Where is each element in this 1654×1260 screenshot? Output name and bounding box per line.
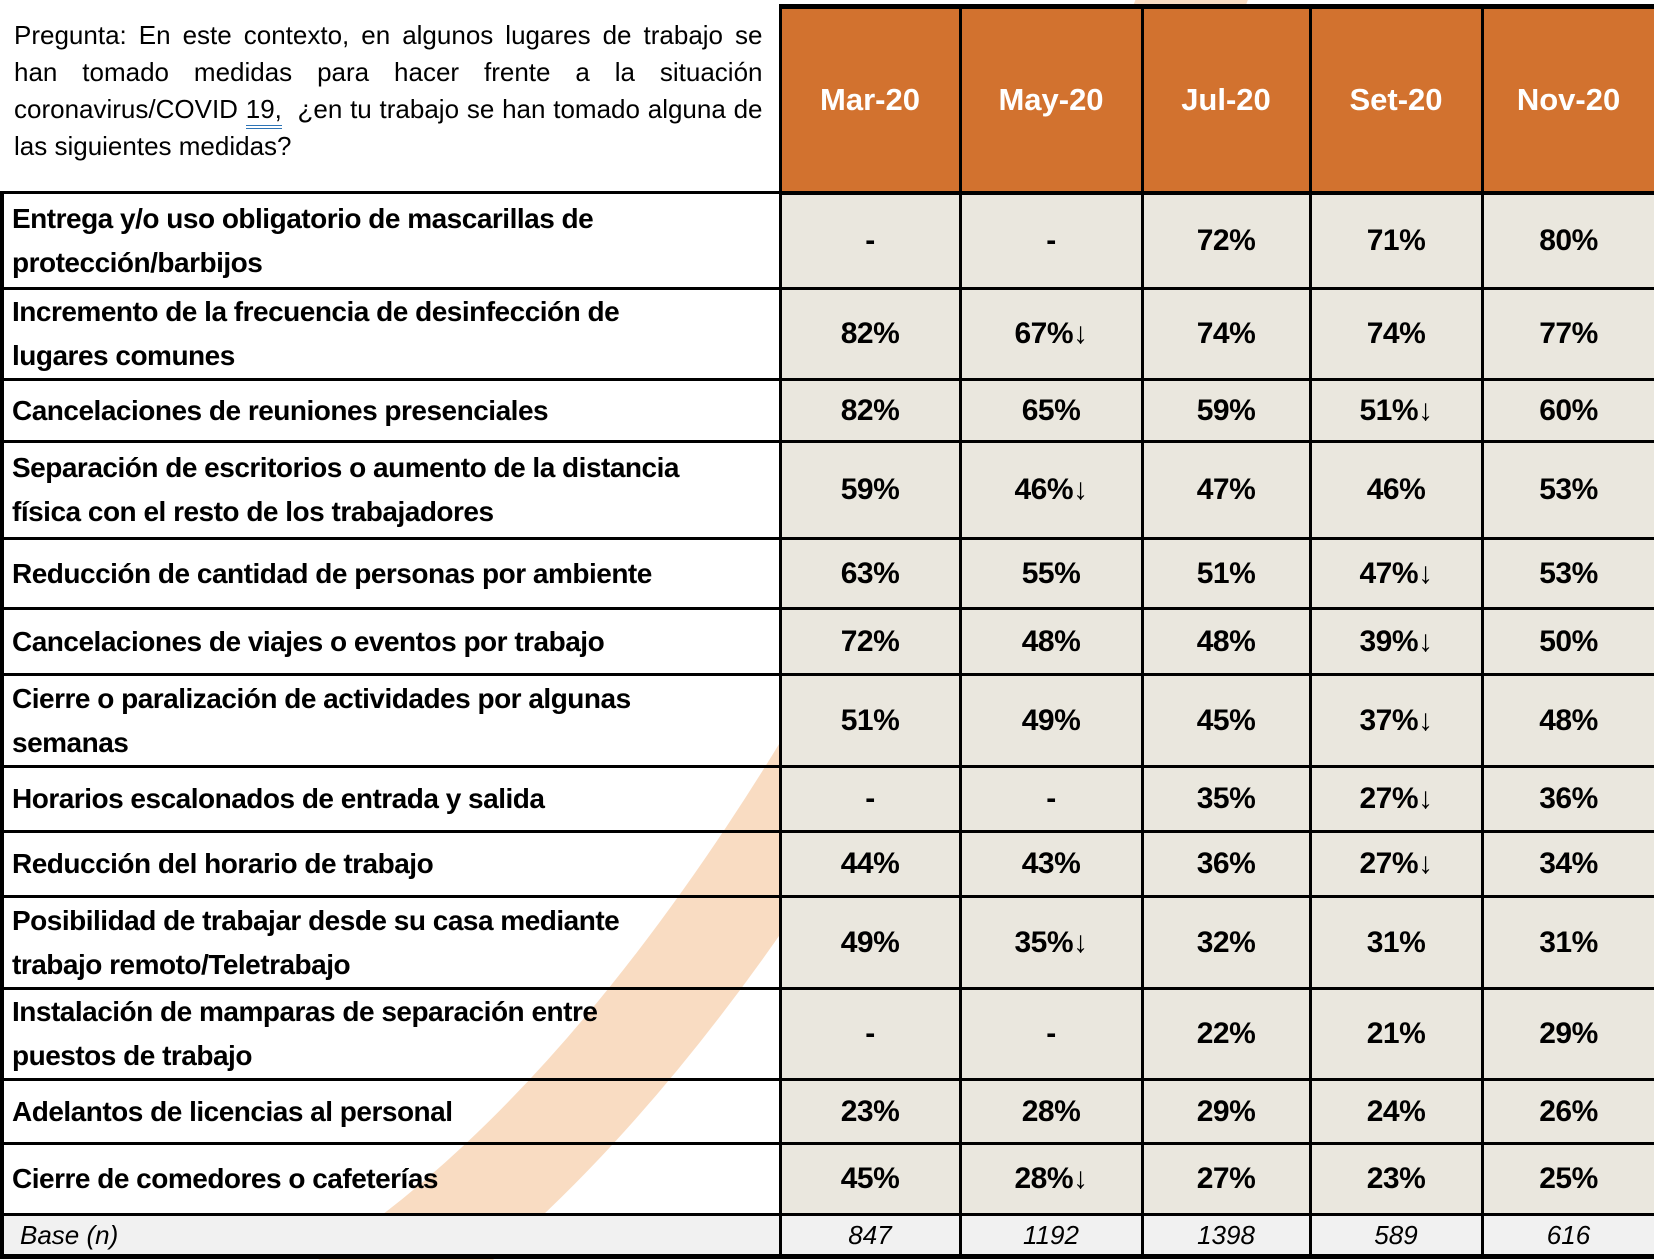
value-cell-nov-20: 50% [1482, 609, 1654, 675]
value-cell-mar-20: 23% [780, 1080, 960, 1144]
survey-table [0, 4, 1654, 1259]
value-cell-may-20: 43% [960, 832, 1142, 897]
value-cell-mar-20: 59% [780, 442, 960, 539]
col-header-mar-20: Mar-20 [780, 7, 960, 193]
measure-row [2, 1080, 1654, 1144]
base-value-may-20: 1192 [960, 1215, 1142, 1257]
base-row [2, 1215, 1654, 1257]
value-cell-mar-20: - [780, 193, 960, 289]
question-text-suffix: ¿en tu trabajo se han tomado alguna de las siguientes medidas? [14, 93, 763, 161]
value-cell-mar-20: 82% [780, 380, 960, 442]
value-cell-may-20: 49% [960, 675, 1142, 767]
value-cell-set-20: 47%↓ [1310, 539, 1482, 609]
value-cell-jul-20: 36% [1142, 832, 1310, 897]
value-cell-jul-20: 45% [1142, 675, 1310, 767]
value-cell-may-20: 46%↓ [960, 442, 1142, 539]
measure-row [2, 193, 1654, 289]
value-cell-set-20: 71% [1310, 193, 1482, 289]
measure-label: Reducción del horario de trabajo [2, 832, 780, 897]
col-header-set-20: Set-20 [1310, 7, 1482, 193]
value-cell-nov-20: 53% [1482, 539, 1654, 609]
value-cell-mar-20: 63% [780, 539, 960, 609]
measure-row [2, 442, 1654, 539]
value-cell-may-20: 55% [960, 539, 1142, 609]
measure-label: Reducción de cantidad de personas por ambiente [2, 539, 780, 609]
value-cell-nov-20: 29% [1482, 989, 1654, 1080]
value-cell-mar-20: - [780, 767, 960, 832]
base-label: Base (n) [2, 1215, 780, 1257]
value-cell-nov-20: 36% [1482, 767, 1654, 832]
value-cell-set-20: 27%↓ [1310, 832, 1482, 897]
col-header-may-20: May-20 [960, 7, 1142, 193]
value-cell-mar-20: 51% [780, 675, 960, 767]
measure-row [2, 1144, 1654, 1215]
measure-label: Posibilidad de trabajar desde su casa mediante trabajo remoto/Teletrabajo [2, 897, 780, 989]
measure-label: Cierre o paralización de actividades por algunas semanas [2, 675, 780, 767]
value-cell-set-20: 37%↓ [1310, 675, 1482, 767]
value-cell-mar-20: 45% [780, 1144, 960, 1215]
value-cell-jul-20: 35% [1142, 767, 1310, 832]
measure-label: Cancelaciones de viajes o eventos por trabajo [2, 609, 780, 675]
measure-label: Cancelaciones de reuniones presenciales [2, 380, 780, 442]
base-value-nov-20: 616 [1482, 1215, 1654, 1257]
measure-label: Separación de escritorios o aumento de la distancia física con el resto de los trabajadores [2, 442, 780, 539]
value-cell-jul-20: 59% [1142, 380, 1310, 442]
value-cell-nov-20: 77% [1482, 289, 1654, 380]
value-cell-set-20: 23% [1310, 1144, 1482, 1215]
value-cell-may-20: 67%↓ [960, 289, 1142, 380]
measure-row [2, 989, 1654, 1080]
measure-label: Incremento de la frecuencia de desinfección de lugares comunes [2, 289, 780, 380]
value-cell-jul-20: 72% [1142, 193, 1310, 289]
measure-row [2, 897, 1654, 989]
value-cell-set-20: 27%↓ [1310, 767, 1482, 832]
value-cell-set-20: 74% [1310, 289, 1482, 380]
value-cell-jul-20: 48% [1142, 609, 1310, 675]
value-cell-may-20: - [960, 193, 1142, 289]
measure-row [2, 539, 1654, 609]
base-value-set-20: 589 [1310, 1215, 1482, 1257]
value-cell-nov-20: 60% [1482, 380, 1654, 442]
base-value-mar-20: 847 [780, 1215, 960, 1257]
measure-label: Instalación de mamparas de separación entre puestos de trabajo [2, 989, 780, 1080]
value-cell-may-20: 28% [960, 1080, 1142, 1144]
value-cell-nov-20: 34% [1482, 832, 1654, 897]
value-cell-mar-20: - [780, 989, 960, 1080]
question-text-prefix: Pregunta: En este contexto, en algunos lugares de trabajo se han tomado medidas para hacer frente a la situación coronavirus/COVID [14, 19, 763, 124]
question-cell [2, 7, 780, 193]
value-cell-jul-20: 47% [1142, 442, 1310, 539]
value-cell-may-20: - [960, 989, 1142, 1080]
value-cell-nov-20: 26% [1482, 1080, 1654, 1144]
value-cell-mar-20: 82% [780, 289, 960, 380]
measure-label: Horarios escalonados de entrada y salida [2, 767, 780, 832]
measure-row [2, 380, 1654, 442]
value-cell-may-20: - [960, 767, 1142, 832]
col-header-nov-20: Nov-20 [1482, 7, 1654, 193]
value-cell-jul-20: 27% [1142, 1144, 1310, 1215]
value-cell-may-20: 65% [960, 380, 1142, 442]
base-value-jul-20: 1398 [1142, 1215, 1310, 1257]
value-cell-mar-20: 49% [780, 897, 960, 989]
measure-row [2, 289, 1654, 380]
measure-row [2, 767, 1654, 832]
value-cell-may-20: 28%↓ [960, 1144, 1142, 1215]
value-cell-nov-20: 48% [1482, 675, 1654, 767]
measure-label: Cierre de comedores o cafeterías [2, 1144, 780, 1215]
value-cell-may-20: 35%↓ [960, 897, 1142, 989]
value-cell-set-20: 24% [1310, 1080, 1482, 1144]
value-cell-jul-20: 29% [1142, 1080, 1310, 1144]
value-cell-may-20: 48% [960, 609, 1142, 675]
value-cell-nov-20: 31% [1482, 897, 1654, 989]
measure-label: Adelantos de licencias al personal [2, 1080, 780, 1144]
value-cell-set-20: 51%↓ [1310, 380, 1482, 442]
measure-row [2, 675, 1654, 767]
measure-row [2, 832, 1654, 897]
value-cell-nov-20: 25% [1482, 1144, 1654, 1215]
value-cell-mar-20: 72% [780, 609, 960, 675]
value-cell-nov-20: 53% [1482, 442, 1654, 539]
value-cell-set-20: 39%↓ [1310, 609, 1482, 675]
measure-label: Entrega y/o uso obligatorio de mascarillas de protección/barbijos [2, 193, 780, 289]
value-cell-jul-20: 32% [1142, 897, 1310, 989]
measure-row [2, 609, 1654, 675]
value-cell-nov-20: 80% [1482, 193, 1654, 289]
header-row [2, 7, 1654, 193]
value-cell-set-20: 21% [1310, 989, 1482, 1080]
value-cell-jul-20: 51% [1142, 539, 1310, 609]
value-cell-jul-20: 74% [1142, 289, 1310, 380]
col-header-jul-20: Jul-20 [1142, 7, 1310, 193]
value-cell-jul-20: 22% [1142, 989, 1310, 1080]
value-cell-mar-20: 44% [780, 832, 960, 897]
value-cell-set-20: 31% [1310, 897, 1482, 989]
value-cell-set-20: 46% [1310, 442, 1482, 539]
question-underlined-19: 19, [246, 94, 282, 129]
